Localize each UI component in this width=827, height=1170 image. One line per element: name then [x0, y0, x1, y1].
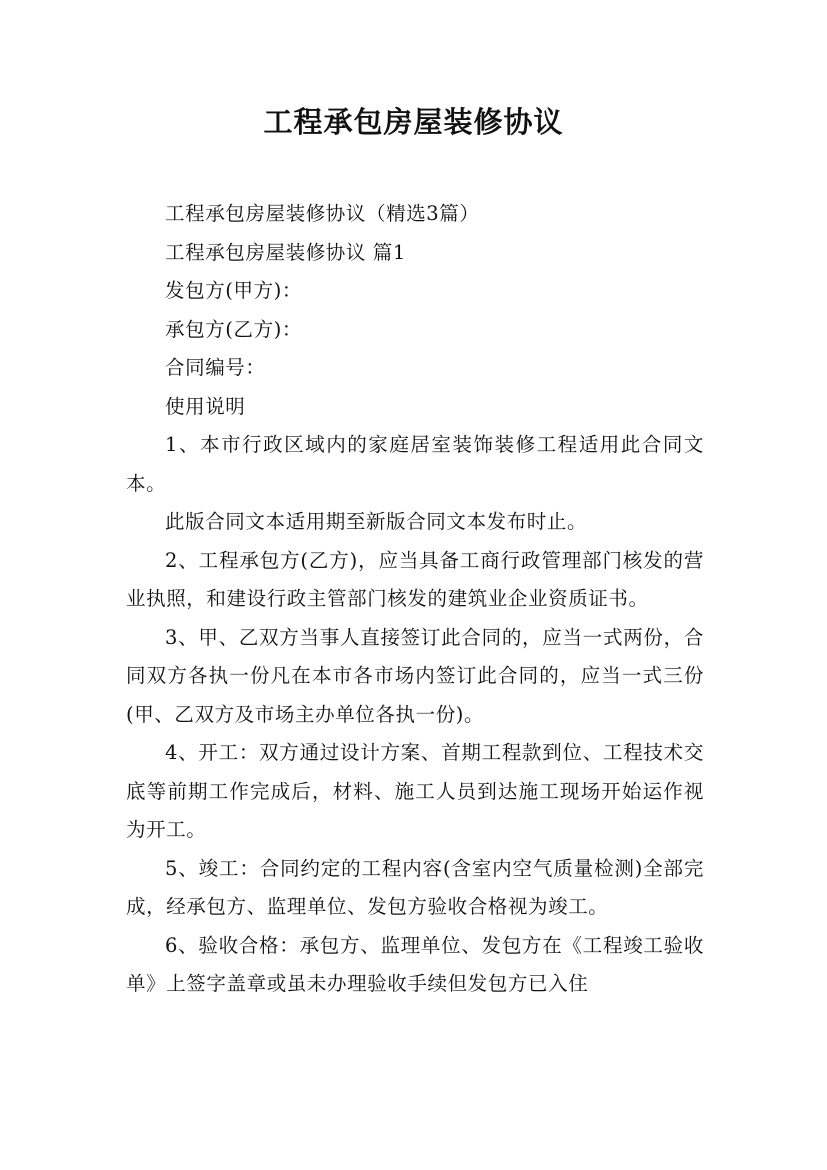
paragraph: 5、竣工：合同约定的工程内容(含室内空气质量检测)全部完成，经承包方、监理单位、发包方验收合格视为竣工。: [126, 856, 704, 918]
paragraph: 4、开工：双方通过设计方案、首期工程款到位、工程技术交底等前期工作完成后，材料、施工人员到达施工现场开始运作视为开工。: [126, 741, 704, 841]
document-title: 工程承包房屋装修协议: [263, 105, 564, 139]
document-body: [126, 195, 704, 1004]
paragraph: 1、本市行政区域内的家庭居室装饰装修工程适用此合同文本。: [126, 433, 704, 495]
paragraph: 发包方(甲方)：: [165, 279, 303, 302]
paragraph: 承包方(乙方)：: [165, 317, 303, 341]
paragraph: 工程承包房屋装修协议 篇1: [165, 240, 406, 264]
paragraph: 2、工程承包方(乙方)，应当具备工商行政管理部门核发的营业执照，和建设行政主管部门核发的建筑业企业资质证书。: [126, 548, 704, 610]
paragraph: 工程承包房屋装修协议（精选3篇）: [165, 202, 480, 225]
paragraph: 此版合同文本适用期至新版合同文本发布时止。: [165, 510, 588, 533]
paragraph: 合同编号：: [165, 356, 266, 379]
paragraph: 3、甲、乙双方当事人直接签订此合同的，应当一式两份，合同双方各执一份凡在本市各市场内签订此合同的，应当一式三份(甲、乙双方及市场主办单位各执一份)。: [126, 625, 704, 726]
paragraph: 6、验收合格：承包方、监理单位、发包方在《工程竣工验收单》上签字盖章或虽未办理验收手续但发包方已入住: [126, 933, 704, 995]
paragraph: 使用说明: [165, 394, 246, 418]
